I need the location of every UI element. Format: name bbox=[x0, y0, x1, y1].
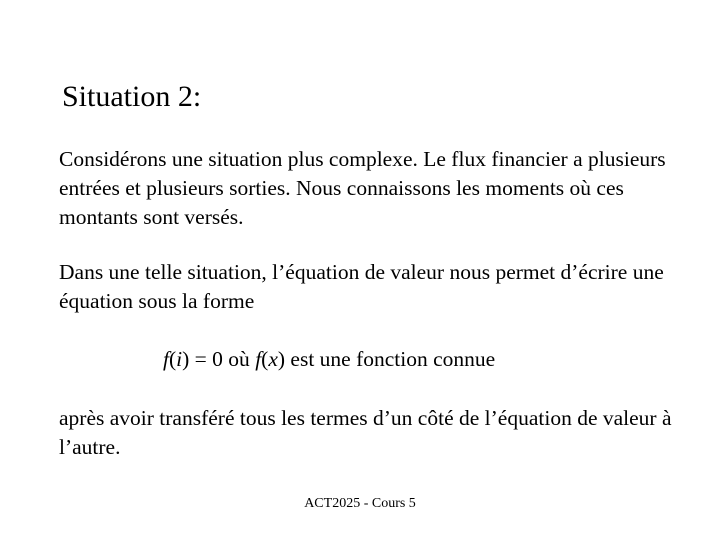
equation-f-symbol: f bbox=[163, 347, 169, 371]
paragraph-intro: Considérons une situation plus complexe. Le flux financier a plusieurs entrées et plusieurs sorties. Nous connaissons les moments où ces montants sont versés. bbox=[59, 147, 666, 229]
equation-i-variable: i bbox=[176, 347, 183, 371]
paragraph-equation-context: Dans une telle situation, l’équation de valeur nous permet d’écrire une équation sous la forme bbox=[59, 260, 664, 313]
equation-f-symbol-2: f bbox=[255, 347, 262, 371]
paragraph-conclusion: après avoir transféré tous les termes d’un côté de l’équation de valeur à l’autre. bbox=[59, 406, 672, 459]
slide-footer: ACT2025 - Cours 5 bbox=[304, 496, 416, 511]
equation-text-middle: ) = 0 où bbox=[182, 347, 256, 371]
equation-paren-open-2: ( bbox=[261, 347, 269, 371]
equation-paren-open: ( bbox=[168, 347, 177, 371]
slide-title: Situation 2: bbox=[62, 80, 202, 113]
equation bbox=[163, 345, 495, 374]
equation-text-end: ) est une fonction connue bbox=[277, 347, 496, 371]
equation-x-variable: x bbox=[268, 347, 278, 371]
